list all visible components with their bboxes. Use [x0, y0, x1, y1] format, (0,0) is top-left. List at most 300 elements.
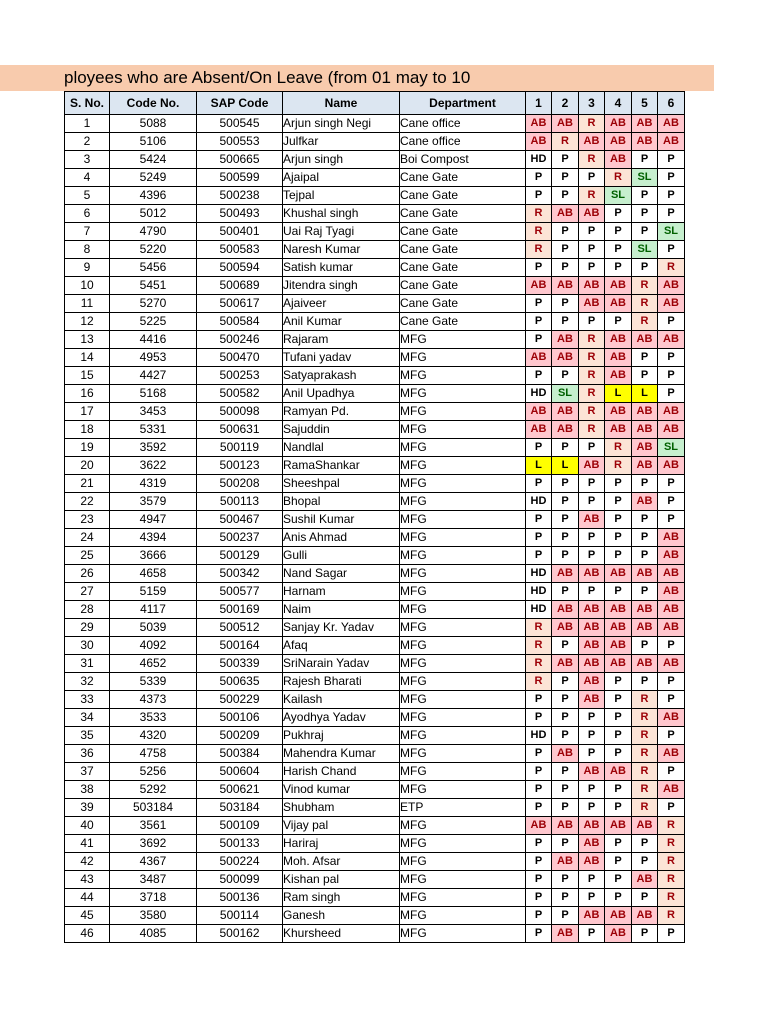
cell-department[interactable]: Cane Gate	[400, 295, 526, 313]
cell-day-2-status[interactable]: P	[552, 259, 579, 277]
header-department[interactable]: Department	[400, 92, 526, 115]
cell-day-2-status[interactable]: AB	[552, 403, 579, 421]
cell-name[interactable]: Rajesh Bharati	[283, 673, 400, 691]
cell-code-no[interactable]: 4367	[110, 853, 197, 871]
cell-name[interactable]: Vinod kumar	[283, 781, 400, 799]
cell-day-6-status[interactable]: P	[658, 241, 685, 259]
cell-day-1-status[interactable]: R	[526, 655, 552, 673]
cell-sap-code[interactable]: 500631	[197, 421, 283, 439]
cell-department[interactable]: MFG	[400, 871, 526, 889]
cell-sap-code[interactable]: 500113	[197, 493, 283, 511]
cell-name[interactable]: SriNarain Yadav	[283, 655, 400, 673]
cell-day-2-status[interactable]: AB	[552, 817, 579, 835]
cell-day-6-status[interactable]: AB	[658, 583, 685, 601]
cell-department[interactable]: MFG	[400, 457, 526, 475]
cell-sno[interactable]: 10	[65, 277, 110, 295]
header-day-6[interactable]: 6	[658, 92, 685, 115]
cell-day-3-status[interactable]: AB	[579, 565, 605, 583]
cell-day-1-status[interactable]: P	[526, 547, 552, 565]
cell-day-6-status[interactable]: R	[658, 817, 685, 835]
cell-sap-code[interactable]: 500136	[197, 889, 283, 907]
cell-day-5-status[interactable]: P	[632, 151, 658, 169]
cell-name[interactable]: Moh. Afsar	[283, 853, 400, 871]
cell-day-1-status[interactable]: AB	[526, 817, 552, 835]
cell-day-3-status[interactable]: P	[579, 475, 605, 493]
cell-sno[interactable]: 36	[65, 745, 110, 763]
cell-day-1-status[interactable]: HD	[526, 601, 552, 619]
cell-day-2-status[interactable]: P	[552, 529, 579, 547]
cell-sap-code[interactable]: 500133	[197, 835, 283, 853]
cell-day-5-status[interactable]: P	[632, 511, 658, 529]
cell-name[interactable]: Gulli	[283, 547, 400, 565]
cell-sap-code[interactable]: 500599	[197, 169, 283, 187]
cell-code-no[interactable]: 5106	[110, 133, 197, 151]
cell-day-4-status[interactable]: P	[605, 313, 632, 331]
cell-day-4-status[interactable]: P	[605, 727, 632, 745]
cell-day-3-status[interactable]: AB	[579, 601, 605, 619]
cell-day-1-status[interactable]: P	[526, 835, 552, 853]
cell-day-6-status[interactable]: R	[658, 907, 685, 925]
cell-day-1-status[interactable]: HD	[526, 727, 552, 745]
cell-code-no[interactable]: 5039	[110, 619, 197, 637]
cell-day-4-status[interactable]: AB	[605, 151, 632, 169]
cell-code-no[interactable]: 5451	[110, 277, 197, 295]
cell-sap-code[interactable]: 500635	[197, 673, 283, 691]
cell-day-6-status[interactable]: AB	[658, 529, 685, 547]
cell-day-3-status[interactable]: P	[579, 583, 605, 601]
cell-day-1-status[interactable]: P	[526, 745, 552, 763]
cell-code-no[interactable]: 4416	[110, 331, 197, 349]
cell-day-4-status[interactable]: R	[605, 169, 632, 187]
cell-sap-code[interactable]: 500208	[197, 475, 283, 493]
cell-sap-code[interactable]: 500384	[197, 745, 283, 763]
cell-day-1-status[interactable]: P	[526, 169, 552, 187]
cell-day-1-status[interactable]: P	[526, 313, 552, 331]
cell-sno[interactable]: 43	[65, 871, 110, 889]
cell-day-1-status[interactable]: R	[526, 241, 552, 259]
cell-day-6-status[interactable]: AB	[658, 295, 685, 313]
cell-day-2-status[interactable]: P	[552, 691, 579, 709]
cell-day-6-status[interactable]: R	[658, 835, 685, 853]
cell-code-no[interactable]: 5159	[110, 583, 197, 601]
cell-day-5-status[interactable]: R	[632, 277, 658, 295]
cell-sno[interactable]: 29	[65, 619, 110, 637]
cell-day-4-status[interactable]: P	[605, 853, 632, 871]
cell-day-2-status[interactable]: SL	[552, 385, 579, 403]
cell-day-4-status[interactable]: AB	[605, 331, 632, 349]
cell-day-3-status[interactable]: AB	[579, 133, 605, 151]
cell-department[interactable]: MFG	[400, 439, 526, 457]
cell-day-4-status[interactable]: P	[605, 241, 632, 259]
cell-sno[interactable]: 8	[65, 241, 110, 259]
cell-day-5-status[interactable]: SL	[632, 169, 658, 187]
cell-day-4-status[interactable]: AB	[605, 655, 632, 673]
cell-day-5-status[interactable]: R	[632, 799, 658, 817]
cell-code-no[interactable]: 5012	[110, 205, 197, 223]
cell-day-3-status[interactable]: P	[579, 169, 605, 187]
cell-day-6-status[interactable]: P	[658, 763, 685, 781]
cell-code-no[interactable]: 5256	[110, 763, 197, 781]
cell-day-1-status[interactable]: HD	[526, 493, 552, 511]
cell-day-5-status[interactable]: R	[632, 313, 658, 331]
cell-sap-code[interactable]: 500098	[197, 403, 283, 421]
cell-day-1-status[interactable]: AB	[526, 421, 552, 439]
cell-day-5-status[interactable]: AB	[632, 331, 658, 349]
cell-day-1-status[interactable]: P	[526, 691, 552, 709]
cell-sno[interactable]: 2	[65, 133, 110, 151]
cell-day-2-status[interactable]: P	[552, 673, 579, 691]
cell-day-2-status[interactable]: AB	[552, 925, 579, 943]
cell-day-2-status[interactable]: AB	[552, 853, 579, 871]
cell-sno[interactable]: 34	[65, 709, 110, 727]
cell-day-1-status[interactable]: AB	[526, 115, 552, 133]
cell-department[interactable]: MFG	[400, 583, 526, 601]
cell-day-5-status[interactable]: AB	[632, 565, 658, 583]
cell-department[interactable]: MFG	[400, 817, 526, 835]
cell-code-no[interactable]: 3580	[110, 907, 197, 925]
cell-code-no[interactable]: 3666	[110, 547, 197, 565]
cell-day-4-status[interactable]: AB	[605, 367, 632, 385]
cell-sno[interactable]: 33	[65, 691, 110, 709]
cell-code-no[interactable]: 4658	[110, 565, 197, 583]
cell-code-no[interactable]: 4085	[110, 925, 197, 943]
cell-sap-code[interactable]: 500119	[197, 439, 283, 457]
cell-name[interactable]: Hariraj	[283, 835, 400, 853]
cell-day-6-status[interactable]: AB	[658, 331, 685, 349]
cell-sap-code[interactable]: 500584	[197, 313, 283, 331]
cell-day-2-status[interactable]: AB	[552, 421, 579, 439]
cell-day-5-status[interactable]: AB	[632, 907, 658, 925]
cell-day-5-status[interactable]: P	[632, 835, 658, 853]
cell-day-1-status[interactable]: P	[526, 367, 552, 385]
cell-department[interactable]: Cane Gate	[400, 169, 526, 187]
cell-day-2-status[interactable]: P	[552, 799, 579, 817]
cell-code-no[interactable]: 5424	[110, 151, 197, 169]
cell-day-5-status[interactable]: P	[632, 187, 658, 205]
cell-day-2-status[interactable]: AB	[552, 565, 579, 583]
cell-sno[interactable]: 28	[65, 601, 110, 619]
cell-day-1-status[interactable]: P	[526, 799, 552, 817]
cell-day-3-status[interactable]: AB	[579, 457, 605, 475]
cell-department[interactable]: MFG	[400, 835, 526, 853]
cell-day-6-status[interactable]: P	[658, 169, 685, 187]
cell-day-3-status[interactable]: P	[579, 547, 605, 565]
cell-sap-code[interactable]: 503184	[197, 799, 283, 817]
cell-code-no[interactable]: 4427	[110, 367, 197, 385]
cell-day-6-status[interactable]: P	[658, 727, 685, 745]
cell-day-3-status[interactable]: P	[579, 529, 605, 547]
cell-sno[interactable]: 24	[65, 529, 110, 547]
cell-day-4-status[interactable]: SL	[605, 187, 632, 205]
cell-day-3-status[interactable]: P	[579, 781, 605, 799]
cell-day-4-status[interactable]: P	[605, 529, 632, 547]
cell-name[interactable]: Satish kumar	[283, 259, 400, 277]
cell-day-1-status[interactable]: R	[526, 205, 552, 223]
cell-sno[interactable]: 25	[65, 547, 110, 565]
cell-code-no[interactable]: 5339	[110, 673, 197, 691]
cell-sno[interactable]: 6	[65, 205, 110, 223]
cell-day-5-status[interactable]: P	[632, 673, 658, 691]
cell-code-no[interactable]: 4092	[110, 637, 197, 655]
cell-day-2-status[interactable]: P	[552, 169, 579, 187]
cell-day-1-status[interactable]: P	[526, 889, 552, 907]
cell-department[interactable]: MFG	[400, 637, 526, 655]
cell-day-3-status[interactable]: AB	[579, 277, 605, 295]
cell-name[interactable]: Harnam	[283, 583, 400, 601]
cell-day-4-status[interactable]: P	[605, 889, 632, 907]
cell-department[interactable]: MFG	[400, 385, 526, 403]
cell-sap-code[interactable]: 500342	[197, 565, 283, 583]
cell-name[interactable]: Kishan pal	[283, 871, 400, 889]
cell-sap-code[interactable]: 500123	[197, 457, 283, 475]
cell-day-3-status[interactable]: AB	[579, 907, 605, 925]
cell-day-4-status[interactable]: P	[605, 493, 632, 511]
cell-day-3-status[interactable]: P	[579, 727, 605, 745]
cell-code-no[interactable]: 4947	[110, 511, 197, 529]
cell-day-6-status[interactable]: AB	[658, 403, 685, 421]
cell-sno[interactable]: 41	[65, 835, 110, 853]
cell-day-2-status[interactable]: R	[552, 133, 579, 151]
cell-day-3-status[interactable]: R	[579, 151, 605, 169]
cell-day-5-status[interactable]: AB	[632, 601, 658, 619]
cell-code-no[interactable]: 5270	[110, 295, 197, 313]
cell-day-1-status[interactable]: AB	[526, 277, 552, 295]
cell-name[interactable]: Sajuddin	[283, 421, 400, 439]
cell-day-1-status[interactable]: P	[526, 709, 552, 727]
header-code-no[interactable]: Code No.	[110, 92, 197, 115]
cell-sap-code[interactable]: 500114	[197, 907, 283, 925]
cell-day-3-status[interactable]: R	[579, 349, 605, 367]
cell-day-2-status[interactable]: P	[552, 313, 579, 331]
cell-department[interactable]: MFG	[400, 367, 526, 385]
cell-day-1-status[interactable]: R	[526, 619, 552, 637]
cell-day-4-status[interactable]: AB	[605, 601, 632, 619]
cell-code-no[interactable]: 4394	[110, 529, 197, 547]
cell-day-1-status[interactable]: P	[526, 925, 552, 943]
cell-day-5-status[interactable]: AB	[632, 655, 658, 673]
cell-sno[interactable]: 20	[65, 457, 110, 475]
cell-day-4-status[interactable]: AB	[605, 133, 632, 151]
cell-day-2-status[interactable]: P	[552, 295, 579, 313]
cell-sap-code[interactable]: 500617	[197, 295, 283, 313]
cell-day-6-status[interactable]: P	[658, 313, 685, 331]
cell-day-5-status[interactable]: P	[632, 853, 658, 871]
cell-sno[interactable]: 1	[65, 115, 110, 133]
header-day-4[interactable]: 4	[605, 92, 632, 115]
cell-department[interactable]: MFG	[400, 763, 526, 781]
cell-sno[interactable]: 4	[65, 169, 110, 187]
cell-sno[interactable]: 21	[65, 475, 110, 493]
cell-sap-code[interactable]: 500493	[197, 205, 283, 223]
cell-code-no[interactable]: 4320	[110, 727, 197, 745]
cell-day-1-status[interactable]: AB	[526, 349, 552, 367]
cell-sno[interactable]: 9	[65, 259, 110, 277]
cell-day-2-status[interactable]: P	[552, 511, 579, 529]
cell-code-no[interactable]: 3622	[110, 457, 197, 475]
cell-sno[interactable]: 3	[65, 151, 110, 169]
cell-day-6-status[interactable]: AB	[658, 601, 685, 619]
cell-name[interactable]: Arjun singh Negi	[283, 115, 400, 133]
cell-name[interactable]: Ajaiveer	[283, 295, 400, 313]
cell-sno[interactable]: 37	[65, 763, 110, 781]
cell-department[interactable]: MFG	[400, 673, 526, 691]
cell-day-3-status[interactable]: P	[579, 889, 605, 907]
cell-day-6-status[interactable]: P	[658, 187, 685, 205]
cell-code-no[interactable]: 3533	[110, 709, 197, 727]
cell-day-5-status[interactable]: AB	[632, 421, 658, 439]
cell-day-4-status[interactable]: P	[605, 547, 632, 565]
header-sno[interactable]: S. No.	[65, 92, 110, 115]
cell-day-3-status[interactable]: P	[579, 241, 605, 259]
cell-code-no[interactable]: 5168	[110, 385, 197, 403]
cell-name[interactable]: Arjun singh	[283, 151, 400, 169]
cell-day-4-status[interactable]: P	[605, 781, 632, 799]
cell-day-3-status[interactable]: AB	[579, 511, 605, 529]
cell-sno[interactable]: 38	[65, 781, 110, 799]
cell-code-no[interactable]: 5456	[110, 259, 197, 277]
cell-day-2-status[interactable]: P	[552, 781, 579, 799]
cell-code-no[interactable]: 3692	[110, 835, 197, 853]
cell-day-6-status[interactable]: SL	[658, 439, 685, 457]
cell-sap-code[interactable]: 500109	[197, 817, 283, 835]
cell-department[interactable]: MFG	[400, 709, 526, 727]
cell-day-6-status[interactable]: R	[658, 871, 685, 889]
cell-day-1-status[interactable]: P	[526, 871, 552, 889]
cell-department[interactable]: MFG	[400, 331, 526, 349]
cell-sno[interactable]: 40	[65, 817, 110, 835]
cell-day-1-status[interactable]: R	[526, 637, 552, 655]
cell-day-3-status[interactable]: AB	[579, 817, 605, 835]
cell-day-5-status[interactable]: AB	[632, 439, 658, 457]
cell-day-6-status[interactable]: R	[658, 853, 685, 871]
cell-day-4-status[interactable]: AB	[605, 277, 632, 295]
cell-code-no[interactable]: 4953	[110, 349, 197, 367]
cell-day-1-status[interactable]: R	[526, 673, 552, 691]
cell-department[interactable]: MFG	[400, 403, 526, 421]
cell-name[interactable]: Nandlal	[283, 439, 400, 457]
cell-day-6-status[interactable]: P	[658, 673, 685, 691]
cell-department[interactable]: Cane Gate	[400, 223, 526, 241]
cell-name[interactable]: Naim	[283, 601, 400, 619]
cell-sap-code[interactable]: 500583	[197, 241, 283, 259]
cell-day-5-status[interactable]: R	[632, 727, 658, 745]
cell-day-5-status[interactable]: AB	[632, 457, 658, 475]
cell-department[interactable]: MFG	[400, 601, 526, 619]
cell-day-3-status[interactable]: P	[579, 313, 605, 331]
cell-name[interactable]: Ganesh	[283, 907, 400, 925]
cell-day-5-status[interactable]: AB	[632, 871, 658, 889]
cell-day-2-status[interactable]: AB	[552, 745, 579, 763]
cell-day-2-status[interactable]: P	[552, 493, 579, 511]
cell-code-no[interactable]: 5220	[110, 241, 197, 259]
cell-department[interactable]: MFG	[400, 475, 526, 493]
cell-day-1-status[interactable]: P	[526, 259, 552, 277]
cell-sno[interactable]: 11	[65, 295, 110, 313]
cell-code-no[interactable]: 4652	[110, 655, 197, 673]
cell-department[interactable]: MFG	[400, 511, 526, 529]
cell-name[interactable]: Julfkar	[283, 133, 400, 151]
cell-day-6-status[interactable]: P	[658, 925, 685, 943]
cell-name[interactable]: Mahendra Kumar	[283, 745, 400, 763]
cell-day-2-status[interactable]: AB	[552, 205, 579, 223]
cell-day-6-status[interactable]: P	[658, 385, 685, 403]
cell-day-1-status[interactable]: P	[526, 331, 552, 349]
cell-sap-code[interactable]: 500594	[197, 259, 283, 277]
cell-name[interactable]: Khursheed	[283, 925, 400, 943]
cell-day-4-status[interactable]: AB	[605, 907, 632, 925]
cell-day-2-status[interactable]: P	[552, 763, 579, 781]
cell-day-5-status[interactable]: P	[632, 223, 658, 241]
cell-day-6-status[interactable]: AB	[658, 277, 685, 295]
cell-sno[interactable]: 27	[65, 583, 110, 601]
cell-name[interactable]: Shubham	[283, 799, 400, 817]
cell-day-1-status[interactable]: HD	[526, 565, 552, 583]
cell-day-2-status[interactable]: P	[552, 475, 579, 493]
cell-day-3-status[interactable]: P	[579, 799, 605, 817]
cell-day-4-status[interactable]: AB	[605, 817, 632, 835]
cell-sno[interactable]: 12	[65, 313, 110, 331]
cell-sap-code[interactable]: 500545	[197, 115, 283, 133]
cell-sap-code[interactable]: 500162	[197, 925, 283, 943]
cell-sno[interactable]: 17	[65, 403, 110, 421]
cell-day-5-status[interactable]: R	[632, 295, 658, 313]
cell-name[interactable]: Ayodhya Yadav	[283, 709, 400, 727]
cell-day-2-status[interactable]: P	[552, 187, 579, 205]
cell-day-5-status[interactable]: AB	[632, 403, 658, 421]
cell-day-5-status[interactable]: P	[632, 205, 658, 223]
cell-day-4-status[interactable]: AB	[605, 619, 632, 637]
cell-sno[interactable]: 26	[65, 565, 110, 583]
cell-day-2-status[interactable]: AB	[552, 601, 579, 619]
cell-day-4-status[interactable]: P	[605, 835, 632, 853]
cell-day-3-status[interactable]: P	[579, 709, 605, 727]
cell-code-no[interactable]: 3592	[110, 439, 197, 457]
cell-day-6-status[interactable]: AB	[658, 781, 685, 799]
cell-day-5-status[interactable]: AB	[632, 817, 658, 835]
cell-sap-code[interactable]: 500604	[197, 763, 283, 781]
cell-day-2-status[interactable]: P	[552, 835, 579, 853]
cell-sno[interactable]: 30	[65, 637, 110, 655]
cell-sno[interactable]: 13	[65, 331, 110, 349]
cell-day-3-status[interactable]: AB	[579, 205, 605, 223]
cell-sno[interactable]: 19	[65, 439, 110, 457]
cell-department[interactable]: MFG	[400, 349, 526, 367]
cell-day-6-status[interactable]: R	[658, 259, 685, 277]
cell-day-4-status[interactable]: P	[605, 709, 632, 727]
cell-sno[interactable]: 16	[65, 385, 110, 403]
cell-name[interactable]: Jitendra singh	[283, 277, 400, 295]
cell-sap-code[interactable]: 500577	[197, 583, 283, 601]
cell-name[interactable]: Tufani yadav	[283, 349, 400, 367]
cell-day-5-status[interactable]: AB	[632, 493, 658, 511]
cell-sap-code[interactable]: 500164	[197, 637, 283, 655]
cell-day-4-status[interactable]: AB	[605, 925, 632, 943]
cell-department[interactable]: MFG	[400, 565, 526, 583]
cell-sap-code[interactable]: 500339	[197, 655, 283, 673]
cell-sap-code[interactable]: 500106	[197, 709, 283, 727]
cell-department[interactable]: Cane Gate	[400, 205, 526, 223]
cell-day-5-status[interactable]: P	[632, 259, 658, 277]
cell-day-3-status[interactable]: R	[579, 187, 605, 205]
cell-name[interactable]: RamaShankar	[283, 457, 400, 475]
cell-day-5-status[interactable]: P	[632, 889, 658, 907]
cell-code-no[interactable]: 5292	[110, 781, 197, 799]
cell-department[interactable]: Cane Gate	[400, 277, 526, 295]
cell-day-4-status[interactable]: AB	[605, 763, 632, 781]
cell-day-1-status[interactable]: R	[526, 223, 552, 241]
cell-day-6-status[interactable]: AB	[658, 133, 685, 151]
cell-day-3-status[interactable]: AB	[579, 835, 605, 853]
